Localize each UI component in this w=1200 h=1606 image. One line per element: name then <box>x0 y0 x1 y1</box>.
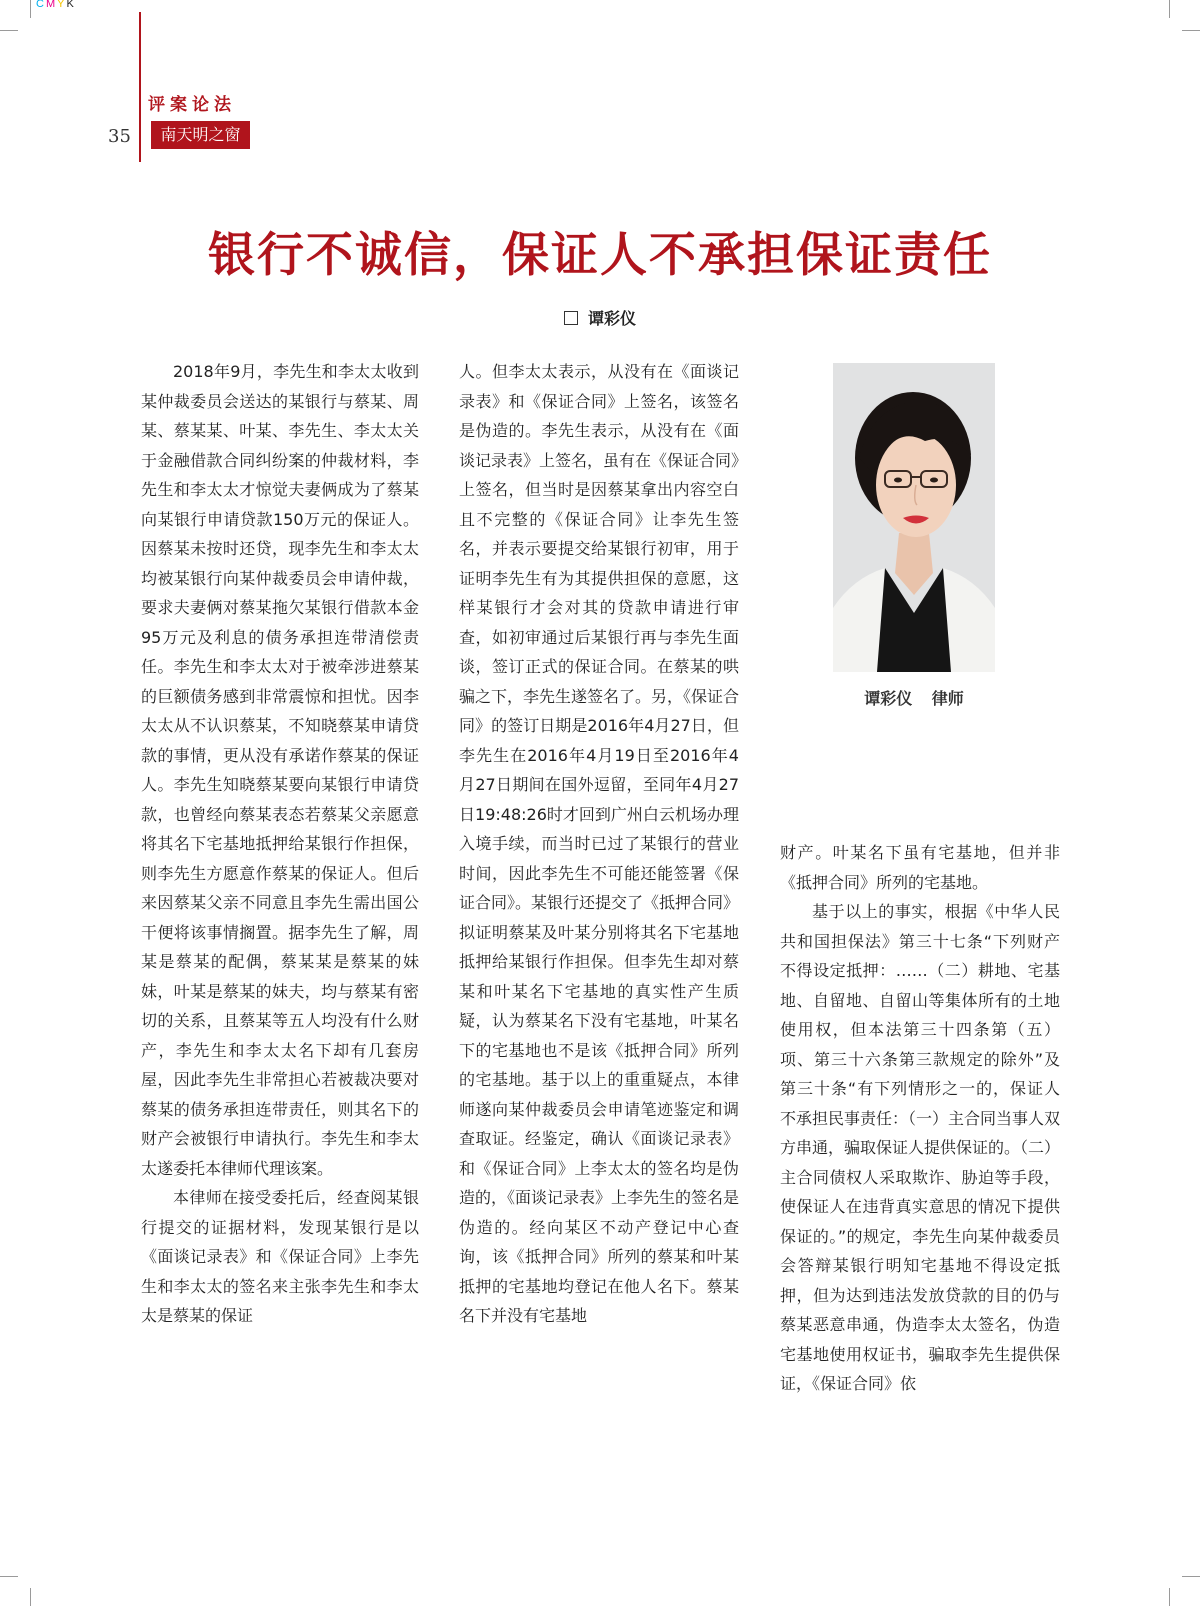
article-column-3 <box>780 838 1060 1399</box>
crop-mark-top-left-h <box>0 30 18 31</box>
crop-mark-top-right-v <box>1169 0 1170 18</box>
crop-mark-bottom-right-h <box>1182 1576 1200 1577</box>
paragraph: 人。但李太太表示，从没有在《面谈记录表》和《保证合同》上签名，该签名是伪造的。李先生表示，从没有在《面谈记录表》上签名，虽有在《保证合同》上签名，但当时是因蔡某拿出内容空白且不完整的《保证合同》让李先生签名，并表示要提交给某银行初审，用于证明李先生有为其提供担保的意愿，这样某银行才会对其的贷款申请进行审查，如初审通过后某银行再与李先生面谈，签订正式的保证合同。在蔡某的哄骗之下，李先生遂签名了。另，《保证合同》的签订日期是2016年4月27日，但李先生在2016年4月19日至2016年4月27日期间在国外逗留，至同年4月27日19:48:26时才回到广州白云机场办理入境手续，而当时已过了某银行的营业时间，因此李先生不可能还能签署《保证合同》。某银行还提交了《抵押合同》拟证明蔡某及叶某分别将其名下宅基地抵押给某银行作担保。但李先生却对蔡某和叶某名下宅基地的真实性产生质疑，认为蔡某名下没有宅基地，叶某名下的宅基地也不是该《抵押合同》所列的宅基地。基于以上的重重疑点，本律师遂向某仲裁委员会申请笔迹鉴定和调查取证。经鉴定，确认《面谈记录表》和《保证合同》上李太太的签名均是伪造的，《面谈记录表》上李先生的签名是伪造的。经向某区不动产登记中心查询，该《抵押合同》所列的蔡某和叶某抵押的宅基地均登记在他人名下。蔡某名下并没有宅基地 <box>459 362 740 1325</box>
cmyk-k: K <box>66 0 76 10</box>
byline <box>0 306 1200 329</box>
paragraph: 基于以上的事实，根据《中华人民共和国担保法》第三十七条“下列财产不得设定抵押：……（二）耕地、宅基地、自留地、自留山等集体所有的土地使用权，但本法第三十四条第（五）项、第三十六条第三款规定的除外”及第三十条“有下列情形之一的，保证人不承担民事责任：（一）主合同当事人双方串通，骗取保证人提供保证的。（二）主合同债权人采取欺诈、胁迫等手段，使保证人在违背真实意思的情况下提供保证的。”的规定，李先生向某仲裁委员会答辩某银行明知宅基地不得设定抵押，但为达到违法发放贷款的目的仍与蔡某恶意串通，伪造李太太签名，伪造宅基地使用权证书，骗取李先生提供保证，《保证合同》依 <box>780 902 1061 1393</box>
crop-mark-top-right-h <box>1182 30 1200 31</box>
column-tag: 南天明之窗 <box>151 121 250 149</box>
cmyk-y: Y <box>57 0 67 10</box>
article-title: 银行不诚信，保证人不承担保证责任 <box>208 228 992 283</box>
page-number: 35 <box>108 126 131 147</box>
cmyk-c: C <box>36 0 46 10</box>
cmyk-registration-mark <box>36 0 76 10</box>
crop-mark-bottom-left-h <box>0 1576 18 1577</box>
paragraph: 2018年9月，李先生和李太太收到某仲裁委员会送达的某银行与蔡某、周某、蔡某某、叶某、李先生、李太太关于金融借款合同纠纷案的仲裁材料，李先生和李太太才惊觉夫妻俩成为了蔡某向某银行申请贷款150万元的保证人。因蔡某未按时还贷，现李先生和李太太均被某银行向某仲裁委员会申请仲裁，要求夫妻俩对蔡某拖欠某银行借款本金95万元及利息的债务承担连带清偿责任。李先生和李太太对于被牵涉进蔡某的巨额债务感到非常震惊和担忧。因李太太从不认识蔡某，不知晓蔡某申请贷款的事情，更从没有承诺作蔡某的保证人。李先生知晓蔡某要向某银行申请贷款，也曾经向蔡某表态若蔡某父亲愿意将其名下宅基地抵押给某银行作担保，则李先生方愿意作蔡某的保证人。但后来因蔡某父亲不同意且李先生需出国公干便将该事情搁置。据李先生了解，周某是蔡某的配偶，蔡某某是蔡某的妹妹，叶某是蔡某的妹夫，均与蔡某有密切的关系，且蔡某等五人均没有什么财产，李先生和李太太名下却有几套房屋，因此李先生非常担心若被裁决要对蔡某的债务承担连带责任，则其名下的财产会被银行申请执行。李先生和李太太遂委托本律师代理该案。 <box>141 362 419 1178</box>
author-portrait <box>833 363 995 672</box>
crop-mark-bottom-right-v <box>1169 1588 1170 1606</box>
photo-caption: 谭彩仪 律师 <box>864 689 964 708</box>
article-column-2 <box>459 357 739 1331</box>
crop-mark-bottom-left-v <box>30 1588 31 1606</box>
section-label: 评案论法 <box>148 95 236 115</box>
paragraph: 财产。叶某名下虽有宅基地，但并非《抵押合同》所列的宅基地。 <box>780 843 1060 892</box>
paragraph: 本律师在接受委托后，经查阅某银行提交的证据材料，发现某银行是以《面谈记录表》和《保证合同》上李先生和李太太的签名来主张李先生和李太太是蔡某的保证 <box>141 1188 419 1325</box>
square-bullet-icon <box>564 311 578 325</box>
header-vertical-rule <box>139 12 141 162</box>
portrait-illustration <box>833 363 995 672</box>
author-name: 谭彩仪 <box>587 309 636 328</box>
article-column-1 <box>141 357 419 1331</box>
cmyk-m: M <box>45 0 58 10</box>
crop-mark-top-left-v <box>30 0 31 18</box>
